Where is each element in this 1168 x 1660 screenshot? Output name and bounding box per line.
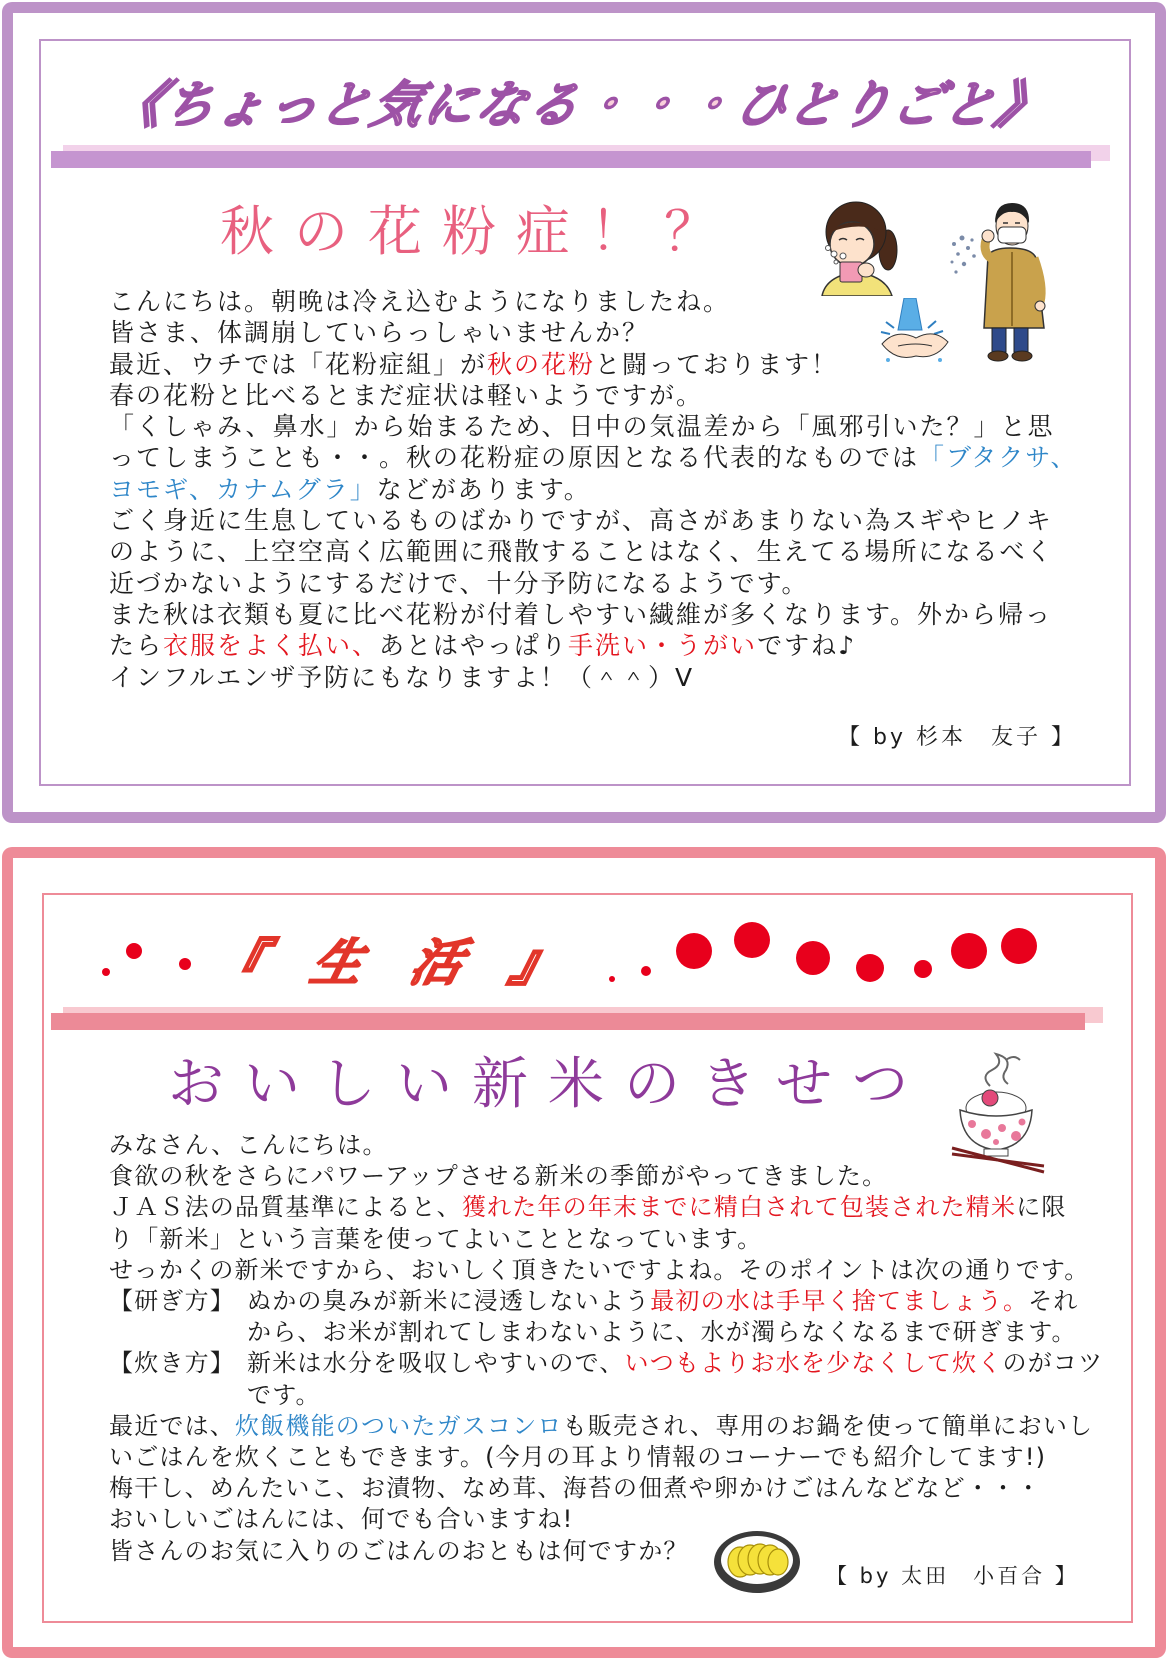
pickled-radish-plate-illustration [712,1522,802,1596]
text-segment: あとはやっぱり [379,631,569,661]
text-segment: も販売され、専用のお鍋を使って簡単においし [562,1411,1094,1440]
text-segment: ですね♪ [757,631,857,661]
text-segment: 食欲の秋をさらにパワーアップさせる新米の季節がやってきました。 [109,1162,888,1191]
body-line [109,505,1078,536]
text-segment: こんにちは。朝晩は冷え込むようになりましたね。 [109,287,731,316]
text-segment: に限 [1016,1193,1067,1222]
decorative-dot [676,933,712,969]
text-segment: 皆さま、体調崩していらっしゃいませんか？ [109,318,650,348]
article-title: 秋の花粉症！？ [220,200,738,263]
body-line [247,1286,1079,1317]
body-line [109,1411,1103,1442]
text-segment: いごはんを炊くこともできます。(今月の耳より情報のコーナーでも紹介してます!) [109,1443,1047,1472]
decorative-dot [609,976,615,982]
body-line [109,474,1078,505]
text-segment: 新米は水分を吸収しやすいので、 [247,1349,625,1378]
body-line [109,568,1078,599]
article-title: おいしい新米のきせつ [168,1052,928,1117]
byline: 【 by 太田 小百合 】 [826,1564,1079,1588]
body-line [247,1317,1079,1348]
body-line [109,1130,1103,1161]
decorative-dot [796,941,830,975]
text-segment: 春の花粉と比べるとまだ症状は軽いようですが。 [109,380,704,410]
highlighted-text: 秋の花粉 [487,349,596,379]
section-header: 《ちょっと気になる・・・ひとりごと》 [105,76,1056,134]
text-segment: せっかくの新米ですから、おいしく頂きたいですよね。そのポイントは次の通りです。 [109,1255,1090,1284]
text-segment: ぬかの臭みが新米に浸透しないよう [247,1287,651,1316]
text-segment: また秋は衣類も夏に比べ花粉が付着しやすい繊維が多くなります。外から帰っ [109,599,1053,629]
text-segment: と闘っております！ [595,349,839,379]
body-line [109,286,1078,317]
text-segment: たら [109,631,164,661]
text-segment: り「新米」という言葉を使ってよいこととなっています。 [109,1224,763,1253]
body-line [109,317,1078,348]
text-segment: 梅干し、めんたいこ、お漬物、なめ茸、海苔の佃煮や卵かけごはんなどなど・・・ [109,1474,1042,1503]
highlighted-text: 獲れた年の年末までに精白されて包装された精米 [461,1193,1017,1222]
highlighted-text: 手洗い・うがい [568,631,758,661]
term-body [247,1348,1103,1410]
decorative-dot [1001,928,1037,964]
text-segment: 最近、ウチでは「花粉症組」が [109,349,488,379]
text-segment: 皆さんのお気に入りのごはんのおともは何ですか？ [109,1536,689,1565]
byline: 【 by 杉本 友子 】 [838,725,1076,750]
article-body [109,286,1078,693]
body-line [109,1473,1103,1504]
highlighted-text: 炊飯機能のついたガスコンロ [235,1411,563,1440]
text-segment: から、お米が割れてしまわないように、水が濁らなくなるまで研ぎます。 [247,1318,1077,1347]
decorative-dot [734,922,770,958]
body-line [247,1348,1103,1379]
body-line [109,349,1078,380]
body-line [247,1380,1103,1411]
highlighted-text: 最初の水は手早く捨てましょう。 [650,1287,1029,1316]
term-body [247,1286,1079,1348]
body-line [109,1504,1103,1535]
header-underline [51,151,1091,168]
body-line [109,662,1078,693]
term-label: 【炊き方】 [109,1349,235,1378]
decorative-dot [641,966,651,976]
body-line [109,1224,1103,1255]
term-row [109,1348,1103,1410]
text-segment: のがコツ [1002,1349,1104,1378]
text-segment: インフルエンザ予防にもなりますよ！（＾＾）V [109,662,695,692]
header-underline [51,1013,1085,1030]
text-segment: みなさん、こんにちは。 [109,1131,388,1159]
term-label: 【研ぎ方】 [109,1287,235,1316]
decorative-dot [126,943,142,959]
body-line [109,1161,1103,1192]
body-line [109,599,1078,630]
decorative-dot [951,933,987,969]
highlighted-text: 「ブタクサ、 [919,443,1078,473]
text-segment: 最近では、 [109,1411,235,1440]
body-line [109,1442,1103,1473]
text-segment: ごく身近に生息しているものばかりですが、高さがあまりない為スギやヒノキ [109,506,1053,536]
girl-gargling-illustration [810,196,902,296]
decorative-dot [914,960,932,978]
body-line [109,536,1078,567]
text-segment: です。 [247,1380,321,1409]
highlighted-text: 衣服をよく払い、 [163,631,380,661]
body-line [109,1255,1103,1286]
text-segment: のように、上空空高く広範囲に飛散することはなく、生えてる場所になるべく [109,537,1054,567]
decorative-dot [179,958,191,970]
body-line [109,630,1078,661]
body-line [109,411,1078,442]
term-row [109,1286,1103,1348]
body-line [109,442,1078,473]
body-line [109,1192,1103,1223]
text-segment: 近づかないようにするだけで、十分予防になるようです。 [109,568,809,598]
highlighted-text: ヨモギ、カナムグラ」 [109,474,377,504]
highlighted-text: いつもよりお水を少なくして炊く [624,1349,1003,1378]
text-segment: などがあります。 [376,474,591,504]
text-segment: ってしまうことも・・。秋の花粉症の原因となる代表的なものでは [109,443,920,473]
text-segment: ＪＡＳ法の品質基準によると、 [109,1193,462,1222]
decorative-dot [102,968,110,976]
text-segment: それ [1028,1287,1079,1316]
text-segment: 「くしゃみ、鼻水」から始まるため、日中の気温差から「風邪引いた？」と思 [109,412,1055,442]
body-line [109,380,1078,411]
article-body [109,1130,1103,1567]
text-segment: おいしいごはんには、何でも合いますね! [109,1505,574,1534]
section-header: 『 生 活 』 [205,934,585,992]
decorative-dot [856,954,884,982]
